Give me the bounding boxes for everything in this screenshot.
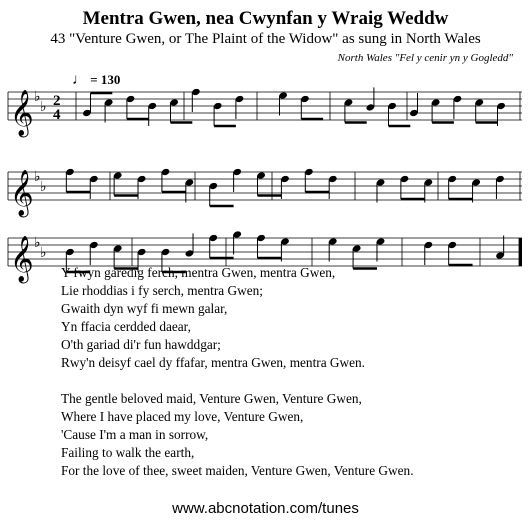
flat-icon: ♭ — [34, 90, 41, 105]
quarter-note-icon: ♩ — [72, 72, 87, 88]
verse-gap — [61, 372, 414, 390]
lyrics-block — [61, 264, 414, 480]
lyrics-welsh-verse — [61, 264, 414, 372]
tempo-value: = 130 — [90, 72, 121, 87]
tune-title: Mentra Gwen, nea Cwynfan y Wraig Weddw — [82, 8, 449, 29]
flat-icon: ♭ — [40, 180, 47, 195]
lyric-line: The gentle beloved maid, Venture Gwen, Venture Gwen, — [61, 391, 362, 406]
lyric-line: Yn ffacia cerdded daear, — [61, 319, 191, 334]
lyric-line: Where I have placed my love, Venture Gwen, — [61, 409, 304, 424]
lyrics-english-verse — [61, 390, 414, 480]
tune-origin: North Wales "Fel y cenir yn y Gogledd" — [337, 52, 513, 64]
lyric-line: 'Cause I'm a man in sorrow, — [61, 427, 209, 442]
flat-icon: ♭ — [40, 100, 47, 115]
flat-icon: ♭ — [40, 246, 47, 261]
lyric-line: Y fwyn garedig ferch, mentra Gwen, mentra Gwen, — [61, 265, 336, 280]
lyric-line: O'th gariad di'r fun hawddgar; — [61, 337, 221, 352]
lyric-line: Failing to walk the earth, — [61, 445, 195, 460]
time-signature-top: 2 — [53, 93, 61, 109]
footer-url[interactable]: www.abcnotation.com/tunes — [172, 500, 359, 517]
lyric-line: Rwy'n deisyf cael dy ffafar, mentra Gwen, mentra Gwen. — [61, 355, 366, 370]
lyric-line: For the love of thee, sweet maiden, Venture Gwen, Venture Gwen. — [61, 463, 414, 478]
flat-icon: ♭ — [34, 236, 41, 251]
lyric-line: Lie rhoddias i fy serch, mentra Gwen; — [61, 283, 263, 298]
treble-clef-icon: 𝄞 — [10, 90, 34, 135]
final-barline — [519, 238, 522, 266]
treble-clef-icon: 𝄞 — [10, 170, 34, 215]
treble-clef-icon: 𝄞 — [10, 236, 34, 281]
tune-subtitle: 43 "Venture Gwen, or The Plaint of the Widow" as sung in North Wales — [50, 31, 481, 47]
lyric-line: Gwaith dyn wyf fi mewn galar, — [61, 301, 228, 316]
flat-icon: ♭ — [34, 170, 41, 185]
time-signature-bottom: 4 — [53, 107, 61, 123]
